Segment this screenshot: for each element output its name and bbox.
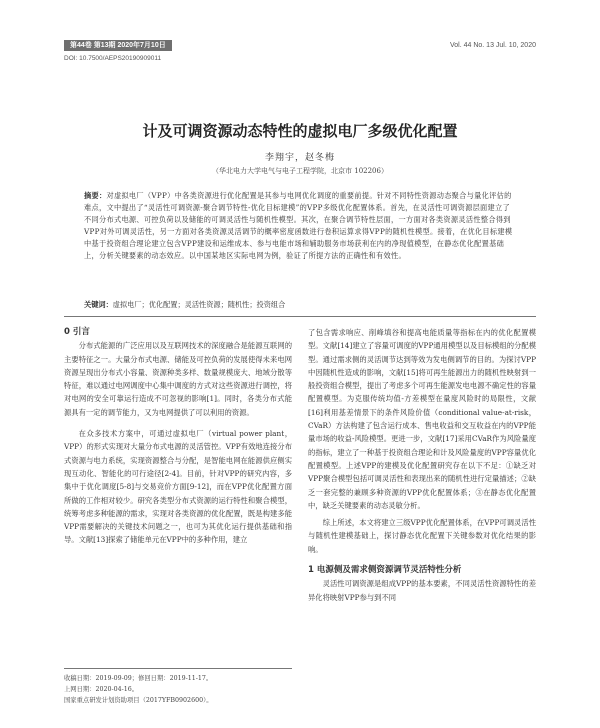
keywords [84,299,516,311]
paper-title: 计及可调资源动态特性的虚拟电厂多级优化配置 [142,122,458,140]
footnote-block [64,668,292,706]
journal-header-bar [64,40,536,51]
section-heading-1: 1 电源侧及需求侧资源调节灵活特性分析 [308,565,462,576]
abstract-text: 对虚拟电厂（VPP）中各类资源进行优化配置是其参与电网优化调度的重要前提。针对不同特性资源动态聚合与量化评估的难点，文中提出了“灵活性可调资源-聚合调节特性-优化目标建模”的VPP多级优化配置体系。首先，在灵活性可调资源层面建立了不同分布式电源、可控负荷以及储能的可调灵活性与随机性模型。其次，在聚合调节特性层面，一方面对各类资源灵活性整合得到VPP对外可调灵活性，另一方面对各类资源灵活调节的概率密度函数进行卷积运算求得VPP的随机性模型。接着，在优化目标建模中基于投资组合理论建立包含VPP建设和运维成本、参与电能市场和辅助服务市场获利在内的净现值模型，在静态优化配置基础上，分析关键要素的动态效应。以中国某地区实际电网为例，验证了所提方法的正确性和有效性。 [84,191,513,260]
section-heading-intro: 0 引言 [64,327,90,337]
journal-volume-cn: 第44卷 第13期 2020年7月10日 [64,40,172,51]
abstract [84,190,516,262]
section1-paragraph: 灵活性可调资源是组成VPP的基本要素，不同灵活性资源特性的差异化将映射VPP参与到不同 [308,579,536,602]
online-date: 上网日期：2020-04-16。 [64,686,139,693]
affiliation: （华北电力大学电气与电子工程学院，北京市 102206） [212,167,388,175]
keywords-label: 关键词： [84,300,113,309]
right-paragraph-2: 综上所述，本文将建立三级VPP优化配置体系，在VPP可调灵活性与随机性建模基础上，探讨静态优化配置下关键参数对优化结果的影响。 [308,518,536,554]
journal-volume-en: Vol. 44 No. 13 Jul. 10, 2020 [449,42,536,49]
fund-info: 国家重点研发计划资助项目（2017YFB0902600）。 [64,697,213,704]
intro-paragraph-2: 在众多技术方案中，可通过虚拟电厂（virtual power plant，VPP）的形式实现对大量分布式电源的灵活管控。VPP有效地连接分布式资源与电力系统，实现资源整合与分配，是智能电网在能源供应侧实现互动化、智能化的可行途径[2-4]。目前，针对VPP的研究内容，多集中于优化调度[5-8]与交易竞价方面[9-12]，而在VPP优化配置方面所做的工作相对较少。研究各类型分布式资源的运行特性和聚合模型，统筹考虑多种能源的需求，实现对各类资源的优化配置，既是构建多能VPP需要解决的关键技术问题之一，也可为其优化运行提供基础和指导。文献[13]探索了储能单元在VPP中的多种作用，建立 [64,429,292,545]
left-column [64,326,292,547]
received-date: 收稿日期：2019-09-09；修回日期：2019-11-17。 [64,675,213,682]
section-divider [64,316,536,317]
intro-paragraph-1: 分布式能源的广泛应用以及互联网技术的深度融合是能源互联网的主要特征之一。大量分布式电源、储能及可控负荷的发展使得未来电网资源呈现出分布式小容量、资源种类多样、数量规模庞大、地域分散等特征，难以通过电网调度中心集中调度的方式对这些资源进行调控，将对电网的安全可靠运行造成不可忽视的影响[1]。同时，各类分布式能源具有一定的调节能力，又为电网提供了可以利用的资源。 [64,341,292,417]
doi-link[interactable]: DOI: 10.7500/AEPS20190909011 [64,55,162,62]
abstract-label: 摘要： [84,191,107,200]
authors: 李翔宇，赵冬梅 [264,153,335,163]
right-column [308,326,536,604]
keywords-text: 虚拟电厂；优化配置；灵活性资源；随机性；投资组合 [112,300,286,309]
right-paragraph-1: 了包含需求响应、削峰填谷和提高电能质量等指标在内的优化配置模型。文献[14]建立了容量可调度的VPP通用模型以及目标模组的分配模型。通过需求侧的灵活调节达到等效为发电侧调节的目的。为探讨VPP中因随机性造成的影响，文献[15]将可再生能源出力的随机性映射到一般投资组合模型，提出了考虑多个可再生能源发电电源不确定性的容量配置模型。为克服传统均值-方差模型在量度风险时的局限性，文献[16]利用基差情景下的条件风险价值（conditional value-at-risk，CVaR）方法构建了包含运行成本、售电收益和交互收益在内的VPP能量市场的收益-风险模型。更进一步，文献[17]采用CVaR作为风险量度的指标，建立了一种基于投资组合理论和计及风险量度的VPP容量优化配置模型。上述VPP的建模及优化配置研究存在以下不足：①缺乏对VPP聚合模型包括可调灵活性和表现出来的随机性进行定量描述；②缺乏一套完整的兼顾多种资源的VPP优化配置体系；③在静态优化配置中，缺乏关键要素的动态灵敏分析。 [308,328,536,510]
